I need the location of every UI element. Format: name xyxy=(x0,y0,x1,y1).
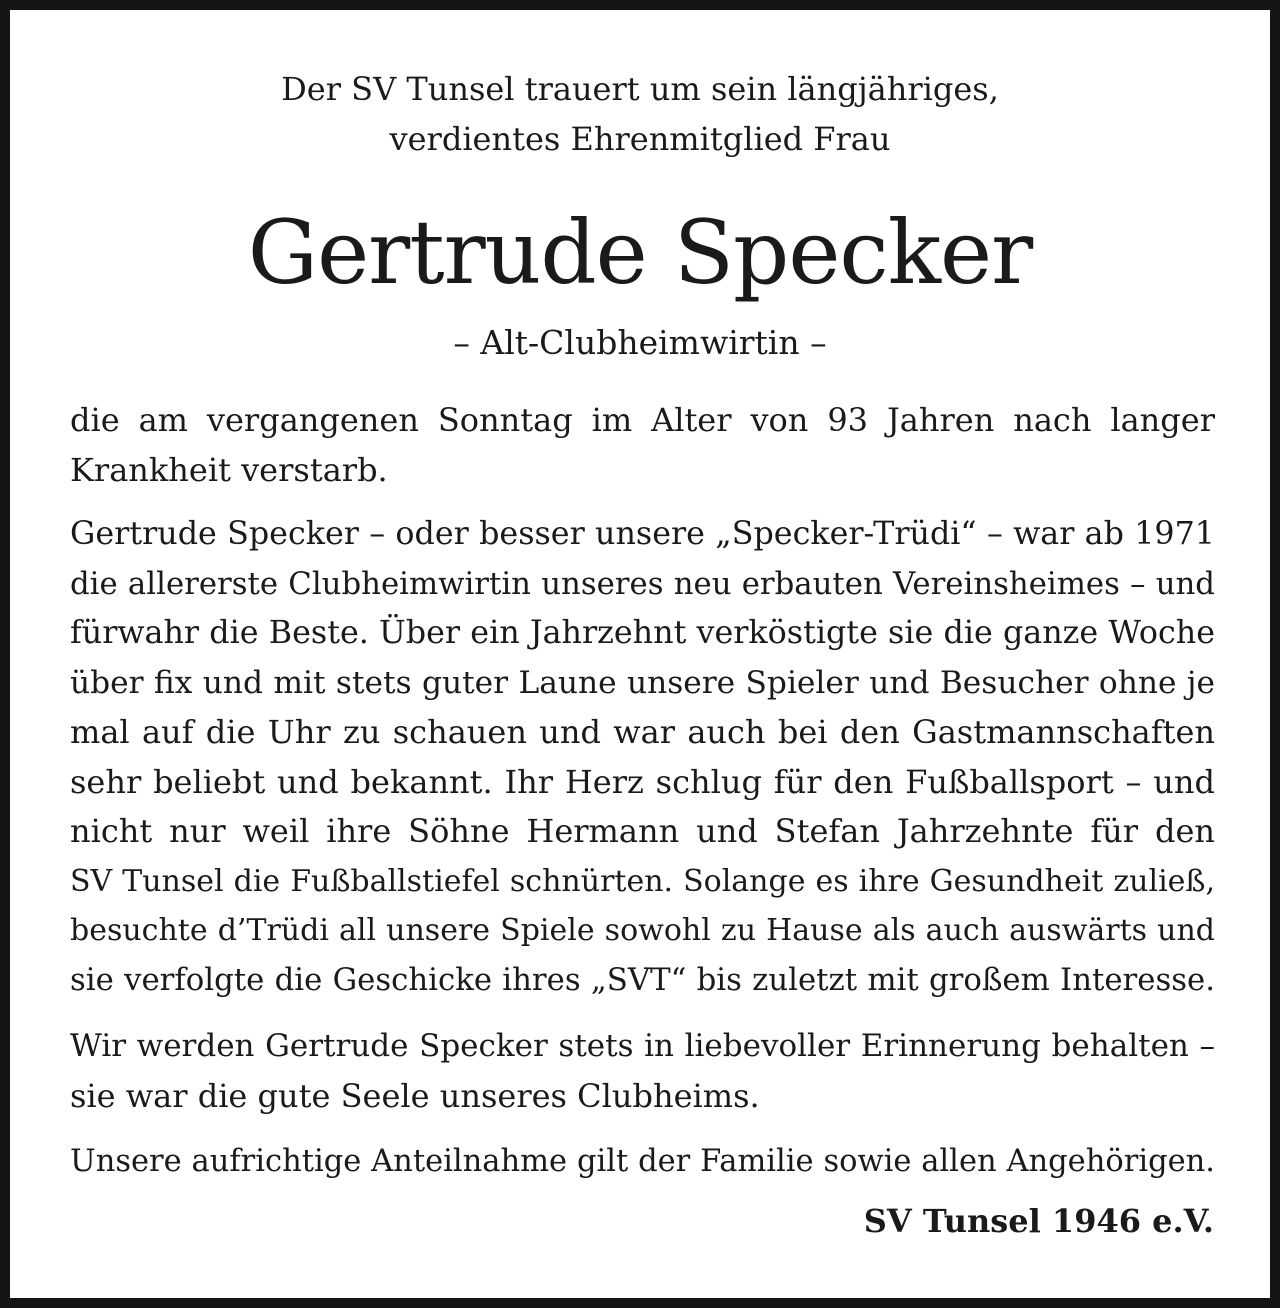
paragraph-2 xyxy=(70,510,1215,1005)
text-line: fürwahr die Beste. Über ein Jahrzehnt verköstigte sie die ganze Woche xyxy=(70,615,1215,651)
text-line: besuchte d’Trüdi all unsere Spiele sowohl zu Hause als auch auswärts und xyxy=(70,913,1215,948)
deceased-role: – Alt-Clubheimwirtin – xyxy=(453,323,827,362)
text-line: die allererste Clubheimwirtin unseres neu erbauten Vereinsheimes – und xyxy=(70,565,1215,602)
text-line: mal auf die Uhr zu schauen und war auch bei den Gastmannschaften xyxy=(70,713,1215,751)
text-line: SV Tunsel die Fußballstiefel schnürten. Solange es ihre Gesundheit zuließ, xyxy=(70,863,1215,899)
signature: SV Tunsel 1946 e.V. xyxy=(863,1202,1214,1240)
paragraph-4 xyxy=(70,1137,1215,1187)
intro-line-1: Der SV Tunsel trauert um sein längjähriges, xyxy=(281,70,999,108)
intro-text xyxy=(0,64,1280,164)
text-line: über fix und mit stets guter Laune unsere Spieler und Besucher ohne je xyxy=(70,664,1215,701)
text-line: die am vergangenen Sonntag im Alter von 93 Jahren nach langer xyxy=(70,401,1215,439)
paragraph-3 xyxy=(70,1022,1215,1121)
text-line: nicht nur weil ihre Söhne Hermann und Stefan Jahrzehnte für den xyxy=(70,812,1215,850)
text-line: Wir werden Gertrude Specker stets in liebevoller Erinnerung behalten – xyxy=(70,1028,1215,1064)
text-line: sie war die gute Seele unseres Clubheims. xyxy=(70,1076,760,1115)
text-line: Krankheit verstarb. xyxy=(70,450,388,489)
text-line: Unsere aufrichtige Anteilnahme gilt der Familie sowie allen Angehörigen. xyxy=(70,1144,1215,1179)
paragraph-1 xyxy=(70,396,1215,495)
text-line: sie verfolgte die Geschicke ihres „SVT“ bis zuletzt mit großem Interesse. xyxy=(70,961,1215,998)
deceased-name: Gertrude Specker xyxy=(247,201,1033,304)
text-line: sehr beliebt und bekannt. Ihr Herz schlug für den Fußballsport – und xyxy=(70,762,1215,801)
text-line: Gertrude Specker – oder besser unsere „Specker-Trüdi“ – war ab 1971 xyxy=(70,516,1215,552)
intro-line-2: verdientes Ehrenmitglied Frau xyxy=(389,120,891,158)
